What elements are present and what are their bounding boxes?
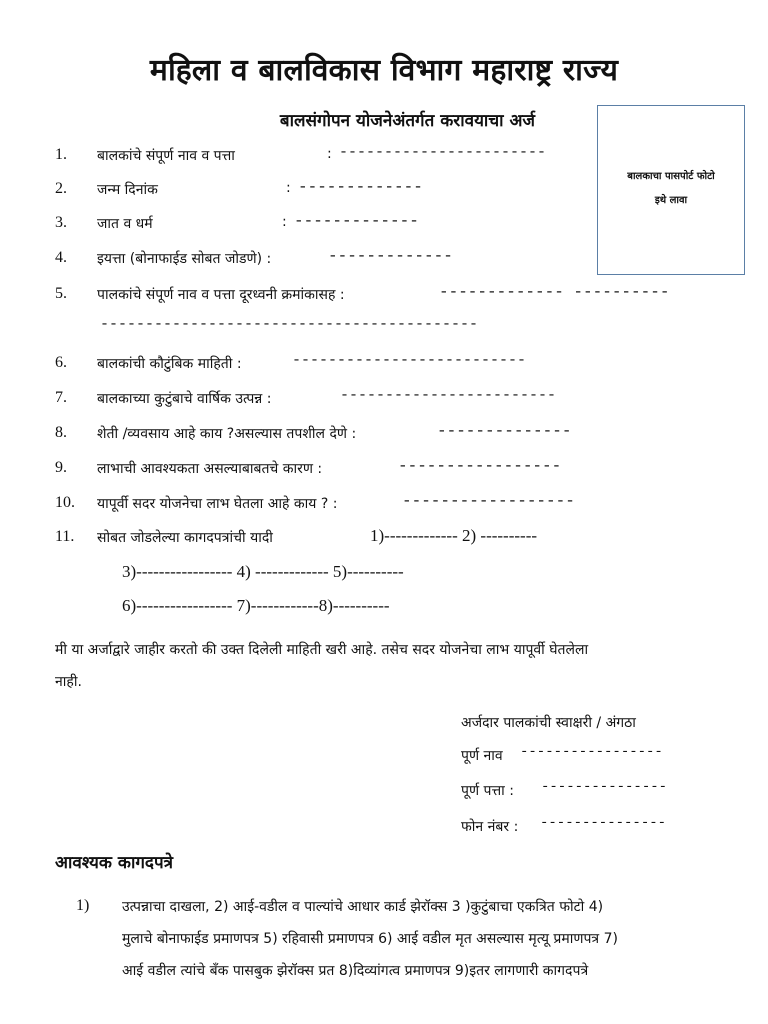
field-number: 1. [55,146,67,163]
field-label-parent-name-address-phone: पालकांचे संपूर्ण नाव व पत्ता दूरध्वनी क्रमांकासह : [97,287,345,303]
field-number: 5. [55,285,67,302]
field-blank: -------------- [437,422,572,440]
field-number: 10. [55,494,75,511]
field-label-child-name-address: बालकांचे संपूर्ण नाव व पत्ता [97,148,235,164]
full-address-label: पूर्ण पत्ता : [461,783,514,799]
field-blank: -------------------------- [292,352,527,369]
photo-box-line1: बालकाचा पासपोर्ट फोटो [627,171,715,182]
photo-box-line2: इथे लावा [654,195,688,206]
field-label-previous-benefit: यापूर्वी सदर योजनेचा लाभ घेतला आहे काय ? : [97,496,338,512]
field-blank: ------------- ---------- [439,283,670,301]
field-number: 6. [55,354,67,371]
field-blank: ------------------------ [340,387,557,404]
field-blank: ------------- [294,212,419,230]
attachment-row-3: 6)----------------- 7)------------8)---------- [122,596,390,615]
required-documents-heading: आवश्यक कागदपत्रे [55,853,173,873]
full-name-blank: ----------------- [520,744,663,760]
field-number: 2. [55,180,67,197]
field-number: 9. [55,459,67,476]
field-blank: ------------- [298,178,423,196]
field-label-class: इयत्ता (बोनाफाईड सोबत जोडणे) : [97,251,272,267]
field-colon: : [282,214,287,230]
required-documents-line-2: मुलाचे बोनाफाईड प्रमाणपत्र 5) रहिवासी प्रमाणपत्र 6) आई वडील मृत असल्यास मृत्यू प्रमाणपत्र 7) [122,931,618,947]
full-name-label: पूर्ण नाव [461,748,503,764]
field-label-birth-date: जन्म दिनांक [97,182,158,198]
required-documents-line-3: आई वडील त्यांचे बँक पासबुक झेरॉक्स प्रत 8)दिव्यांगत्व प्रमाणपत्र 9)इतर लागणारी कागदपत्रे [122,963,589,979]
field-blank: ------------------ [402,492,575,510]
phone-blank: --------------- [540,815,667,831]
field-blank-continued: ------------------------------------------ [100,316,479,333]
declaration-line-1: मी या अर्जाद्वारे जाहीर करतो की उक्त दिलेली माहिती खरी आहे. तसेच सदर योजनेचा लाभ यापूर्वी घेतलेला [55,642,589,658]
field-blank: ----------------- [398,457,562,475]
field-label-annual-income: बालकाच्या कुटुंबाचे वार्षिक उत्पन्न : [97,391,272,407]
passport-photo-box [597,105,745,275]
field-label-family-info: बालकांची कौटुंबिक माहिती : [97,356,242,372]
field-label-caste-religion: जात व धर्म [97,216,153,232]
phone-label: फोन नंबर : [461,819,519,835]
field-colon: : [286,180,291,196]
field-label-attached-documents: सोबत जोडलेल्या कागदपत्रांची यादी [97,530,273,546]
field-blank: ------------- [328,247,453,265]
form-subtitle: बालसंगोपन योजनेअंतर्गत करावयाचा अर्ज [279,111,536,131]
declaration-line-2: नाही. [55,674,82,690]
required-documents-number: 1) [76,897,90,914]
attachment-row-2: 3)----------------- 4) ------------- 5)---------- [122,562,404,581]
page-title: महिला व बालविकास विभाग महाराष्ट्र राज्य [149,53,619,88]
field-colon: : [327,146,332,162]
field-label-farming-business: शेती /व्यवसाय आहे काय ?असल्यास तपशील देणे : [97,426,357,442]
field-number: 7. [55,389,67,406]
field-label-benefit-reason: लाभाची आवश्यकता असल्याबाबतचे कारण : [97,461,323,477]
attachment-row-1: 1)------------- 2) ---------- [370,526,538,545]
field-number: 8. [55,424,67,441]
field-number: 4. [55,249,67,266]
full-address-blank: --------------- [541,779,668,795]
field-number: 11. [55,528,75,545]
field-number: 3. [55,214,67,231]
field-blank: ----------------------- [339,144,547,161]
required-documents-line-1: उत्पन्नाचा दाखला, 2) आई-वडील व पाल्यांचे आधार कार्ड झेरॉक्स 3 )कुटुंबाचा एकत्रित फोटो 4) [122,899,604,915]
signature-label: अर्जदार पालकांची स्वाक्षरी / अंगठा [461,715,636,731]
